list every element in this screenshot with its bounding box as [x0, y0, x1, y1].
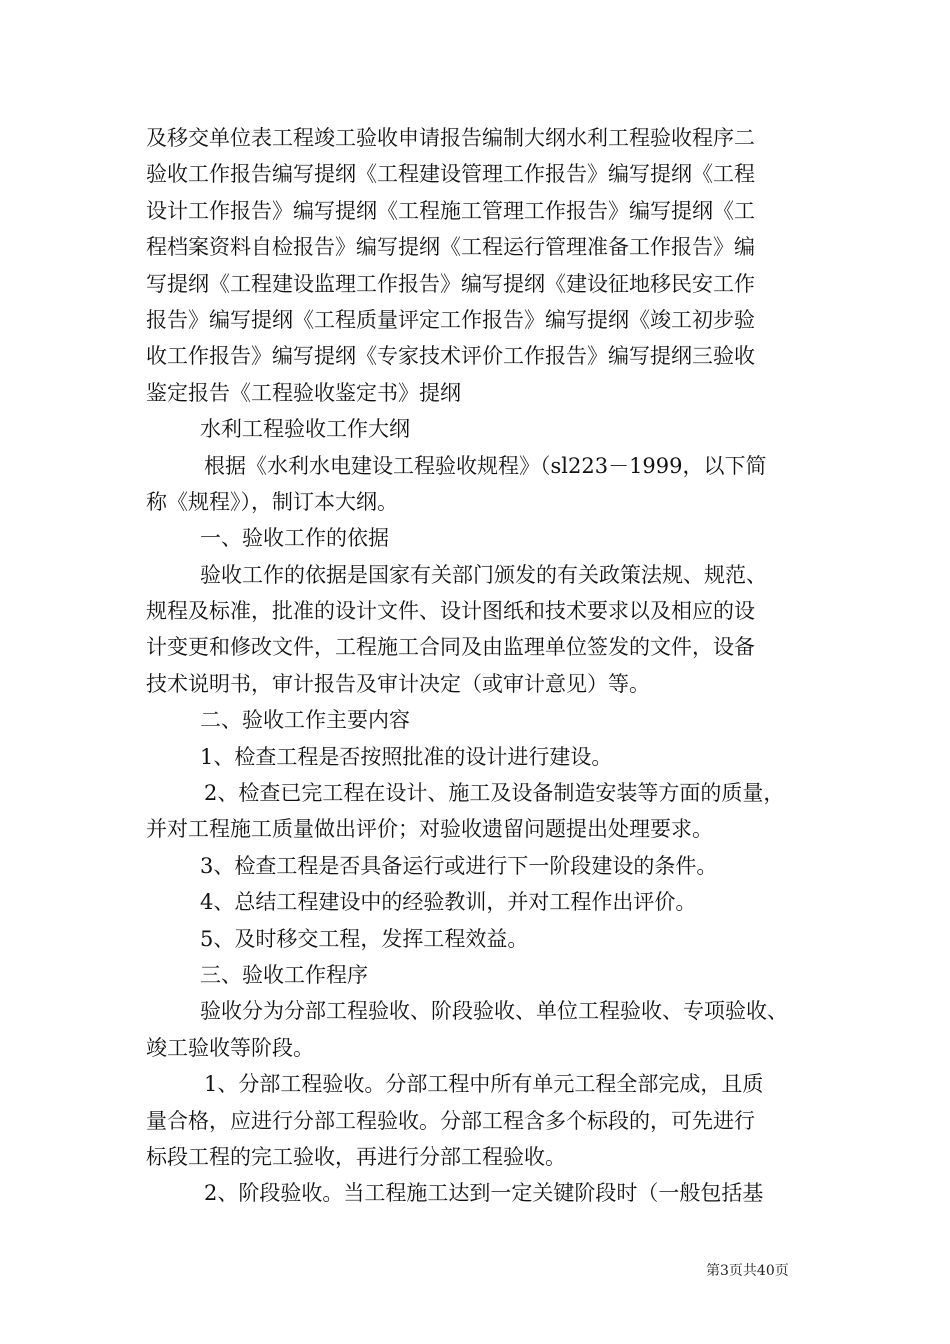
document-title: 水利工程验收工作大纲	[200, 417, 410, 442]
text-line: 规程及标准，批准的设计文件、设计图纸和技术要求以及相应的设	[146, 599, 755, 624]
text-line: 并对工程施工质量做出评价；对验收遗留问题提出处理要求。	[146, 817, 713, 842]
text-line: 写提纲《工程建设监理工作报告》编写提纲《建设征地移民安工作	[146, 271, 755, 296]
text-line: 技术说明书，审计报告及审计决定（或审计意见）等。	[146, 671, 650, 696]
document-body	[146, 120, 814, 1212]
text-line: 程档案资料自检报告》编写提纲《工程运行管理准备工作报告》编	[146, 235, 755, 260]
text-line: 标段工程的完工验收，再进行分部工程验收。	[146, 1144, 566, 1169]
list-item: 5、及时移交工程，发挥工程效益。	[200, 926, 529, 951]
list-item: 1、检查工程是否按照批准的设计进行建设。	[200, 744, 613, 769]
text-line: 验收工作报告编写提纲《工程建设管理工作报告》编写提纲《工程	[146, 162, 755, 187]
list-item: 2、检查已完工程在设计、施工及设备制造安装等方面的质量，	[204, 781, 785, 806]
text-line: 计变更和修改文件，工程施工合同及由监理单位签发的文件，设备	[146, 635, 755, 660]
text-line: 收工作报告》编写提纲《专家技术评价工作报告》编写提纲三验收	[146, 344, 755, 369]
text-line: 验收分为分部工程验收、阶段验收、单位工程验收、专项验收、	[200, 999, 788, 1024]
text-line: 根据《水利水电建设工程验收规程》（sl223－1999，以下简	[204, 453, 767, 478]
list-item: 4、总结工程建设中的经验教训，并对工程作出评价。	[200, 890, 697, 915]
text-line: 验收工作的依据是国家有关部门颁发的有关政策法规、规范、	[200, 562, 767, 587]
text-line: 称《规程》），制订本大纲。	[146, 489, 398, 514]
text-line: 鉴定报告《工程验收鉴定书》提纲	[146, 380, 461, 405]
list-item: 3、检查工程是否具备运行或进行下一阶段建设的条件。	[200, 853, 718, 878]
text-line: 设计工作报告》编写提纲《工程施工管理工作报告》编写提纲《工	[146, 198, 755, 223]
section-heading: 二、验收工作主要内容	[200, 708, 410, 733]
text-line: 竣工验收等阶段。	[146, 1035, 314, 1060]
text-line: 量合格，应进行分部工程验收。分部工程含多个标段的，可先进行	[146, 1108, 755, 1133]
section-heading: 三、验收工作程序	[200, 962, 368, 987]
list-item: 1、分部工程验收。分部工程中所有单元工程全部完成，且质	[204, 1072, 764, 1097]
section-heading: 一、验收工作的依据	[200, 526, 389, 551]
page-number-footer: 第3页共40页	[706, 1263, 789, 1279]
text-line: 及移交单位表工程竣工验收申请报告编制大纲水利工程验收程序二	[146, 126, 755, 150]
list-item: 2、阶段验收。当工程施工达到一定关键阶段时（一般包括基	[204, 1181, 764, 1206]
text-line: 报告》编写提纲《工程质量评定工作报告》编写提纲《竣工初步验	[146, 307, 755, 332]
